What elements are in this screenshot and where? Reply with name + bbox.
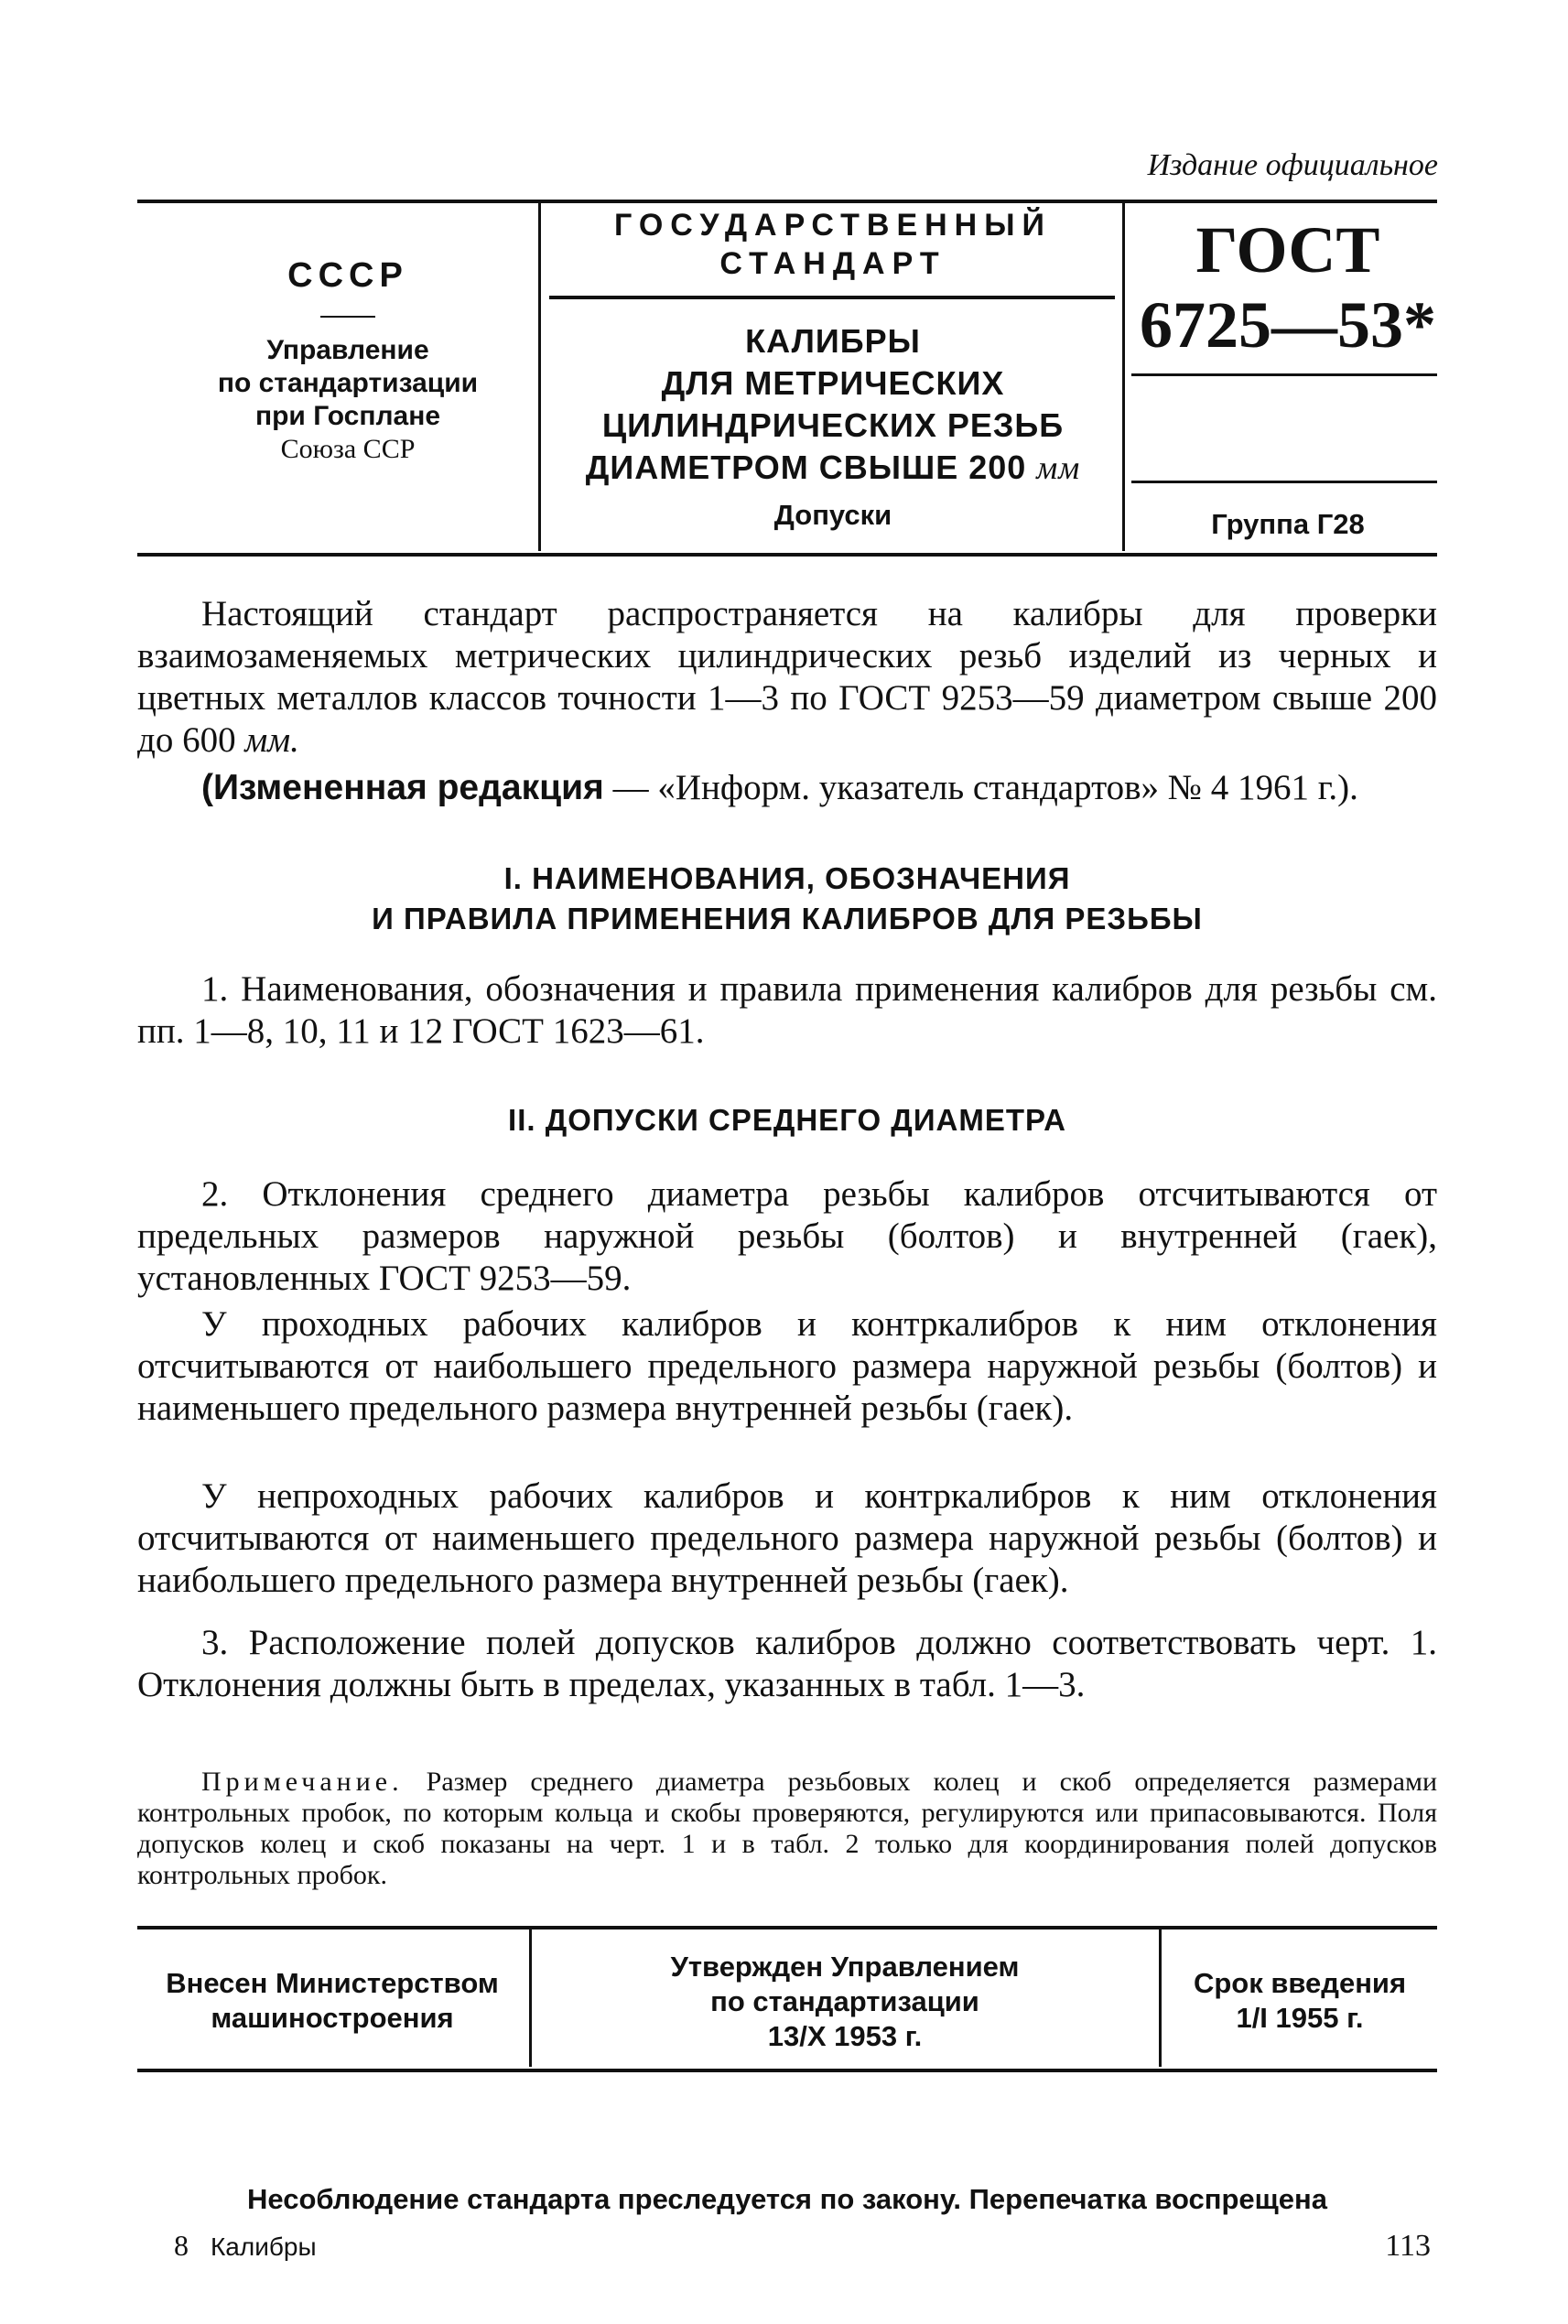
header-divider-left [538,203,541,551]
section-1-heading [137,859,1437,939]
header-mid-rule-center [549,296,1115,299]
org-line-2: по стандартизации [217,368,479,398]
footer-top-rule [137,1926,1437,1929]
introduced-by [137,1966,527,2036]
org-line-1: Управление [266,335,429,365]
paragraph-5: 3. Расположение полей допусков калибров должно соответствовать черт. 1. Отклонения должны быть в пределах, указанных в табл. 1—3. [137,1623,1437,1704]
note-paragraph [137,1767,1437,1891]
revision-rest: — «Информ. указатель стандартов» № 4 1961 г.). [612,768,1358,807]
short-dash [320,316,375,318]
signature-number: 8 [174,2229,189,2262]
header-mid-rule-right-2 [1131,481,1437,483]
title-line-4-text: ДИАМЕТРОМ СВЫШЕ 200 [585,449,1027,486]
effective-line-2: 1/I 1955 г. [1236,2002,1364,2034]
title-line-3: ЦИЛИНДРИЧЕСКИХ РЕЗЬБ [601,406,1065,444]
standard-title [549,320,1117,489]
edition-label: Издание официальное [1147,148,1438,182]
approved-line-1: Утвержден Управлением [670,1951,1020,1983]
page-number: 113 [1385,2229,1431,2263]
title-line-4 [549,447,1117,489]
state-standard-line-1: ГОСУДАРСТВЕННЫЙ [614,208,1052,243]
ussr-label: СССР [287,256,408,295]
gost-line-1: ГОСТ [1195,213,1380,286]
paragraph-1: 1. Наименования, обозначения и правила применения калибров для резьбы см. пп. 1—8, 10, 11 и 12 ГОСТ 1623—61. [137,969,1437,1051]
paragraph-2: 2. Отклонения среднего диаметра резьбы калибров отсчитываются от предельных размеров наружной резьбы (болтов) и внутренней (гаек), установленных ГОСТ 9253—59. [137,1174,1437,1298]
org-line-3: при Госплане [254,401,441,431]
effective-line-1: Срок введения [1193,1967,1407,1999]
paragraph-4: У непроходных рабочих калибров и контркалибров к ним отклонения отсчитываются от наименьшего предельного размера наружной резьбы (болтов) и наибольшего предельного размера внутренней резьбы (гаек). [137,1476,1437,1600]
intro-text: Настоящий стандарт распространяется на калибры для проверки взаимозаменяемых метрических цилиндрических резьб изделий из черных и цветных металлов классов точности 1—3 по ГОСТ 9253—59 диаметром свыше 200 до 600 [137,594,1437,760]
introduced-line-2: машиностроения [211,2002,454,2034]
section-1-line-2: И ПРАВИЛА ПРИМЕНЕНИЯ КАЛИБРОВ ДЛЯ РЕЗЬБЫ [372,902,1203,935]
header-bottom-rule [137,553,1437,557]
note-label: Примечание. [201,1767,404,1797]
approved-line-3: 13/X 1953 г. [767,2020,923,2052]
footer-bottom-rule [137,2069,1437,2072]
state-standard-label [549,206,1117,283]
footer-divider-right [1159,1929,1162,2067]
note-text: Размер среднего диаметра резьбовых колец и скоб определяется размерами контрольных пробок, по которым кольца и скобы проверяются, регулируются или припасовываются. Поля допусков колец и скоб показаны на черт. 1 и в табл. 2 только для координирования полей допусков контрольных пробок. [137,1767,1438,1890]
section-1-line-1: I. НАИМЕНОВАНИЯ, ОБОЗНАЧЕНИЯ [503,861,1071,895]
intro-unit: мм. [244,720,299,760]
paragraph-3: У проходных рабочих калибров и контркалибров к ним отклонения отсчитываются от наибольшего предельного размера наружной резьбы (болтов) и наименьшего предельного размера внутренней резьбы (гаек). [137,1304,1437,1428]
introduced-line-1: Внесен Министерством [166,1967,499,1999]
footer-divider-left [529,1929,532,2067]
org-line-4: Союза ССР [280,434,416,464]
state-standard-line-2: СТАНДАРТ [719,246,946,281]
title-unit: мм [1036,449,1081,486]
title-line-1: КАЛИБРЫ [745,322,921,360]
gost-number [1128,212,1448,362]
intro-paragraph [137,593,1437,762]
legal-notice: Несоблюдение стандарта преследуется по закону. Перепечатка воспрещена [246,2183,1328,2215]
approved-line-2: по стандартизации [710,1985,979,2017]
effective-date [1162,1966,1437,2036]
standard-subtitle: Допуски [773,499,892,531]
approved-by [533,1950,1157,2054]
gost-line-2: 6725—53* [1140,288,1436,362]
issuing-authority [165,256,531,466]
page-footer-left [174,2229,317,2263]
section-2-heading: II. ДОПУСКИ СРЕДНЕГО ДИАМЕТРА [508,1103,1066,1137]
revision-bold: (Измененная редакция [201,768,604,807]
group-label: Группа Г28 [1211,508,1365,540]
revision-note [137,767,1437,809]
signature-label: Калибры [211,2232,317,2261]
title-line-2: ДЛЯ МЕТРИЧЕСКИХ [661,364,1005,402]
header-mid-rule-right-1 [1131,373,1437,376]
header-divider-right [1122,203,1125,551]
header-top-rule [137,200,1437,203]
